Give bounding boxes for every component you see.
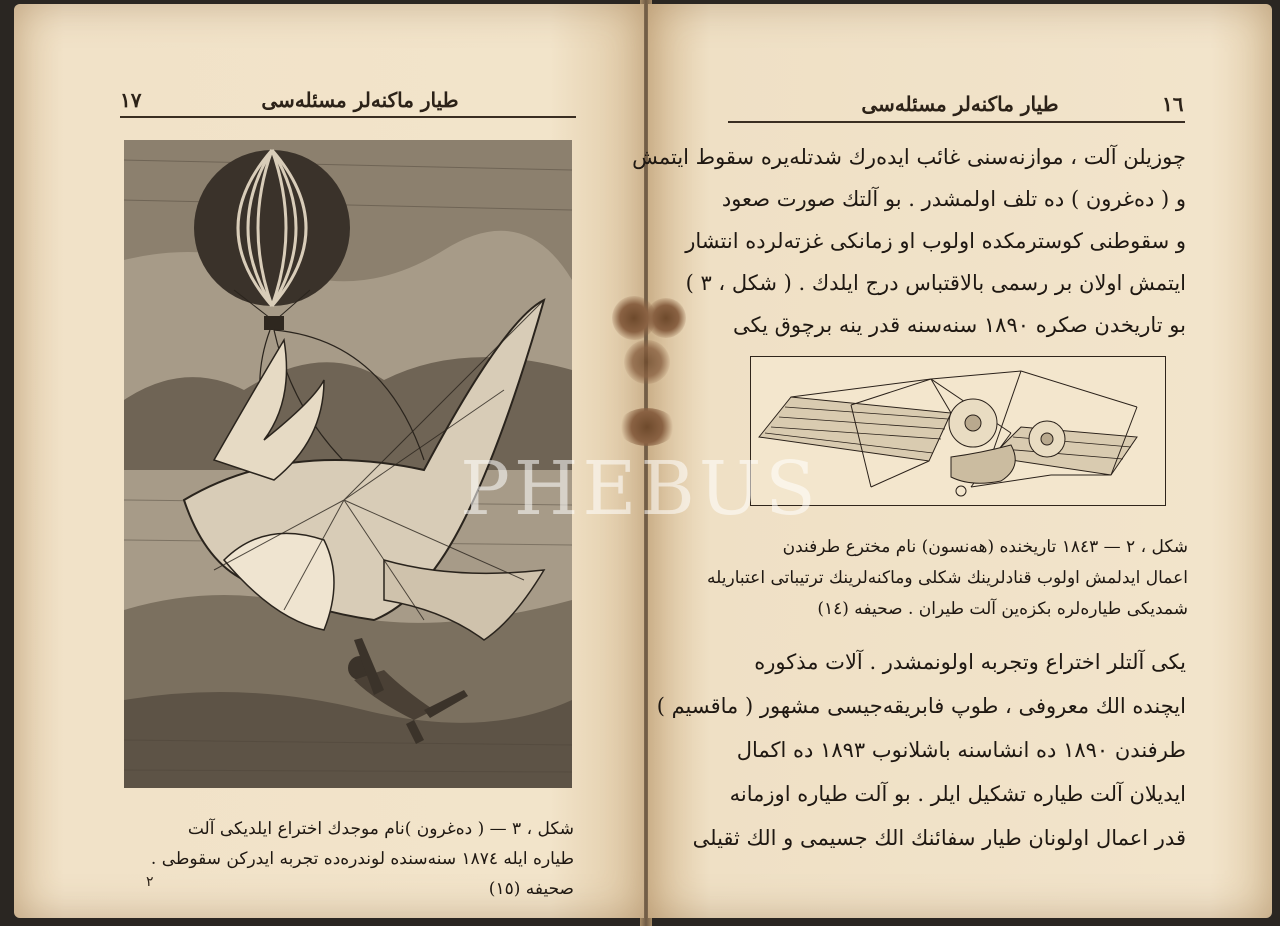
left-running-head: طيار ماكنه‌لر مسئله‌سى bbox=[261, 88, 459, 112]
body-line: ايديلان آلت طياره تشكيل ايلر . بو آلت طياره اوزمانه bbox=[729, 782, 1186, 806]
right-caption-line: شمديكى طياره‌لره بكزه‌ين آلت طيران . صحيفه (١٤) bbox=[817, 599, 1188, 619]
body-line: ايچنده الك معروفى ، طوپ فابريقه‌جيسى مشهور ( ماقسيم ) bbox=[656, 694, 1186, 718]
left-page-number: ١٧ bbox=[120, 88, 142, 112]
right-running-head: طيار ماكنه‌لر مسئله‌سى bbox=[861, 92, 1059, 116]
right-bottom-paragraph bbox=[656, 640, 1186, 860]
right-top-paragraph bbox=[632, 136, 1186, 346]
right-figure-caption bbox=[707, 532, 1188, 625]
stain-mark bbox=[624, 340, 670, 384]
balloon-ornithopter-engraving bbox=[124, 140, 572, 788]
right-page-number: ١٦ bbox=[1162, 92, 1184, 116]
signature-mark: ٢ bbox=[146, 874, 154, 890]
left-caption-line: طياره ايله ١٨٧٤ سنه‌سنده لوندره‌ده تجربه ايدركن سقوطى . bbox=[150, 849, 574, 869]
body-line: چوزيلن آلت ، موازنه‌سنى غائب ايده‌رك شدتله‌يره سقوط ايتمش bbox=[632, 145, 1186, 169]
stain-mark bbox=[618, 408, 676, 446]
aerial-steam-carriage-figure bbox=[750, 356, 1166, 506]
watermark: PHEBUS bbox=[460, 446, 820, 532]
stain-mark bbox=[646, 298, 686, 338]
left-caption-line: شكل ، ٣ — ( ده‌غرون )نام موجدك اختراع ايلديكى آلت bbox=[187, 819, 574, 839]
right-header-rule bbox=[728, 121, 1185, 123]
engraving-illustration bbox=[124, 140, 572, 788]
body-line: و ( ده‌غرون ) ده تلف اولمشدر . بو آلتك صورت صعود bbox=[721, 187, 1186, 211]
body-line: قدر اعمال اولونان طيار سفائنك الك جسيمى و الك ثقيلى bbox=[692, 826, 1186, 850]
right-caption-line: شكل ، ٢ — ١٨٤٣ تاريخنده (هه‌نسون) نام مخترع طرفندن bbox=[782, 537, 1188, 557]
body-line: طرفندن ١٨٩٠ ده انشاسنه باشلانوب ١٨٩٣ ده اكمال bbox=[736, 738, 1186, 762]
left-header-rule bbox=[120, 116, 576, 118]
body-line: ايتمش اولان بر رسمى بالاقتباس درج ايلدك . ( شكل ، ٣ ) bbox=[685, 271, 1186, 295]
body-line: يكى آلتلر اختراع وتجربه اولونمشدر . آلات مذكوره bbox=[754, 650, 1186, 674]
right-caption-line: اعمال ايدلمش اولوب قنادلرينك شكلى وماكنه‌لرينك ترتيباتى اعتباريله bbox=[707, 568, 1188, 588]
left-figure-caption bbox=[120, 814, 574, 904]
body-line: و سقوطنى كوسترمكده اولوب او زمانكى غزته‌لرده انتشار bbox=[685, 229, 1186, 253]
aerial-machine-drawing bbox=[751, 357, 1165, 505]
left-caption-line: صحيفه (١٥) bbox=[488, 879, 574, 899]
body-line: بو تاريخدن صكره ١٨٩٠ سنه‌سنه قدر ينه برچوق يكى bbox=[733, 313, 1186, 337]
